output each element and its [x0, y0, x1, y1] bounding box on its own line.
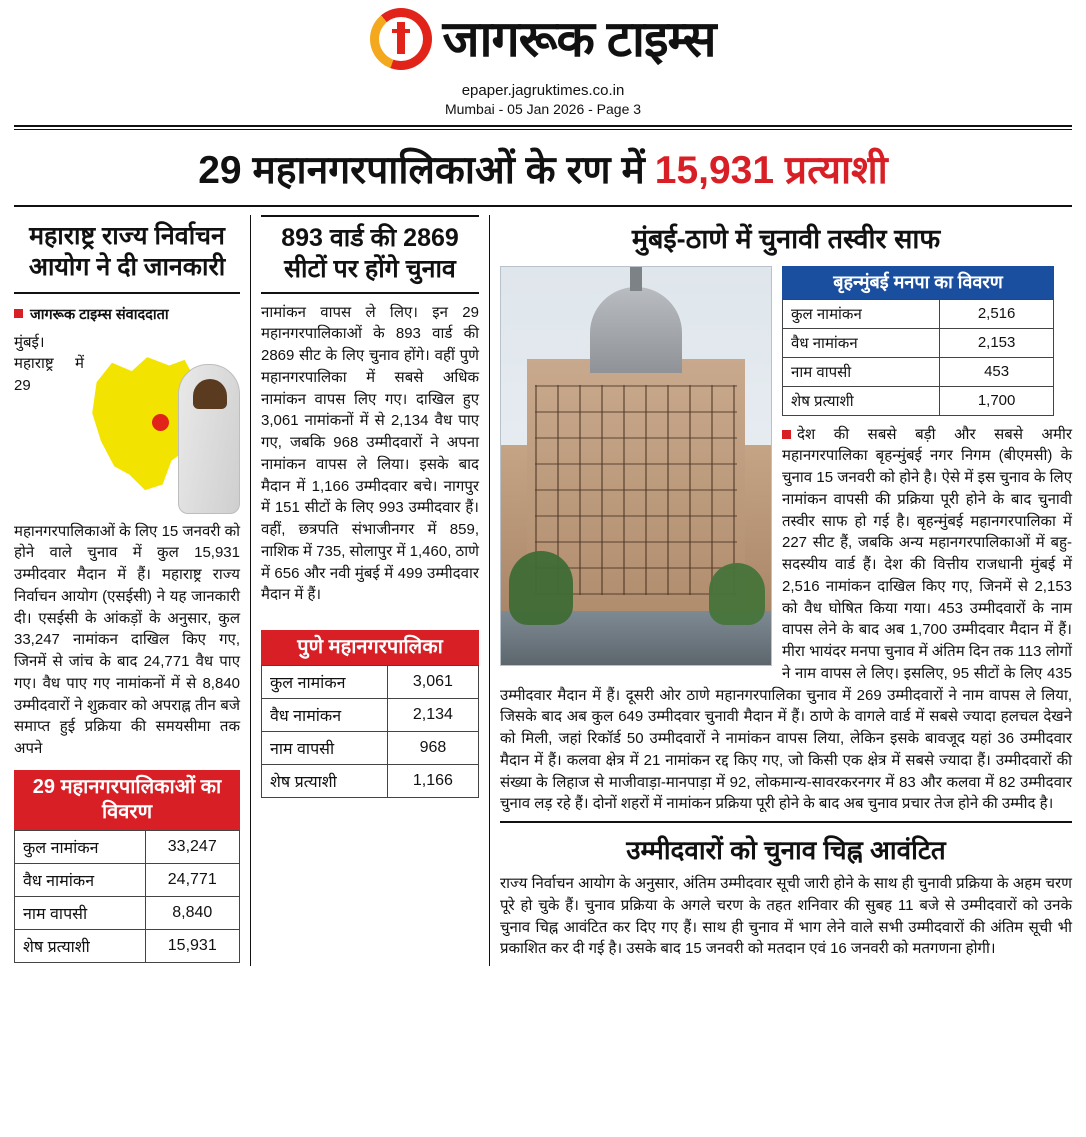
- table-pune-label-0: कुल नामांकन: [262, 666, 388, 699]
- table-29-label-0: कुल नामांकन: [15, 830, 146, 863]
- table-bmc-label-0: कुल नामांकन: [783, 299, 940, 328]
- sun-tower-logo-icon: [370, 8, 432, 70]
- table-29-value-2: 8,840: [145, 896, 240, 929]
- table-29-label-3: शेष प्रत्याशी: [15, 929, 146, 962]
- table-bmc-value-3: 1,700: [940, 386, 1054, 415]
- table-bmc: [782, 266, 1054, 416]
- table-bmc-value-2: 453: [940, 357, 1054, 386]
- table-row: [783, 299, 1054, 328]
- table-bmc-value-1: 2,153: [940, 328, 1054, 357]
- col-b-paragraph: नामांकन वापस ले लिए। इन 29 महानगरपालिकाओं के 893 वार्ड की 2869 सीट के लिए चुनाव होंगे। वहीं पुणे महानगरपालिका में सबसे अधिक नामांकन वापस लिए गए। दाखिल हुए 3,061 नामांकनों में से 2,134 वैध पाए गए, जबकि 968 उम्मीदवारों ने अपना नामांकन वापस ले लिया। इसके बाद मैदान में 1,166 उम्मीदवार बचे। नागपुर में 151 सीटों के लिए 993 उम्मीदवार हैं। वहीं, छत्रपति संभाजीनगर में 859, नाशिक में 735, सोलापुर में 1,460, ठाणे में 656 और नवी मुंबई में 499 उम्मीदवार मैदान में हैं।: [261, 303, 479, 604]
- table-bmc-title: बृहन्मुंबई मनपा का विवरण: [782, 266, 1054, 299]
- col-a-subhead: महाराष्ट्र राज्य निर्वाचन आयोग ने दी जानकारी: [28, 222, 226, 282]
- table-29-value-3: 15,931: [145, 929, 240, 962]
- table-29-value-1: 24,771: [145, 863, 240, 896]
- map-location-dot-icon: [152, 414, 169, 431]
- table-pune-label-1: वैध नामांकन: [262, 699, 388, 732]
- table-pune-value-0: 3,061: [387, 666, 478, 699]
- table-29-label-1: वैध नामांकन: [15, 863, 146, 896]
- masthead: [0, 0, 1086, 117]
- table-row: [262, 765, 479, 798]
- byline-square-icon: [14, 309, 23, 318]
- table-row: [15, 863, 240, 896]
- table-pune-title: पुणे महानगरपालिका: [261, 630, 479, 665]
- col-b-subhead: 893 वार्ड की 2869 सीटों पर होंगे चुनाव: [261, 215, 479, 294]
- right-col-subtitle: उम्मीदवारों को चुनाव चिह्न आवंटित: [500, 821, 1072, 873]
- headline-part-1: 29 महानगरपालिकाओं के रण में: [198, 149, 645, 192]
- table-bmc-label-1: वैध नामांकन: [783, 328, 940, 357]
- table-row: [262, 699, 479, 732]
- table-29-municipalities: [14, 770, 240, 963]
- table-29-label-2: नाम वापसी: [15, 896, 146, 929]
- table-bmc-label-3: शेष प्रत्याशी: [783, 386, 940, 415]
- masthead-logo-row: [0, 8, 1086, 70]
- byline: [14, 304, 240, 324]
- table-row: [262, 666, 479, 699]
- byline-text: जागरूक टाइम्स संवाददाता: [30, 306, 169, 323]
- table-bmc-label-2: नाम वापसी: [783, 357, 940, 386]
- column-left: [14, 215, 240, 966]
- col-a-divider: [14, 292, 240, 294]
- bmc-building-photo: [500, 266, 772, 666]
- right-col-title: मुंबई-ठाणे में चुनावी तस्वीर साफ: [631, 224, 941, 254]
- table-row: [783, 357, 1054, 386]
- table-row: [15, 929, 240, 962]
- table-pune-value-3: 1,166: [387, 765, 478, 798]
- table-bmc-wrapper: [782, 266, 1054, 416]
- headline-rule: [14, 205, 1072, 207]
- table-row: [783, 328, 1054, 357]
- table-bmc-value-0: 2,516: [940, 299, 1054, 328]
- col-a-paragraph: मुंबई। महाराष्ट्र में 29 महानगरपालिकाओं के लिए 15 जनवरी को होने वाले चुनाव में कुल 15,931 उम्मीदवार मैदान में हैं। महाराष्ट्र राज्य निर्वाचन आयोग (एसईसी) ने यह जानकारी दी। एसईसी के आंकड़ों के अनुसार, कुल 33,247 नामांकन दाखिल किए गए, जिनमें से जांच के बाद 24,771 वैध पाए गए। वैध पाए गए नामांकनों में से 8,840 उम्मीदवारों ने शुक्रवार को अपराह्न तीन बजे समाप्त हुई प्रक्रिया की समयसीमा तक अपने: [14, 333, 240, 757]
- paper-title: जागरूक टाइम्स: [442, 11, 716, 67]
- masthead-rule-thick: [14, 125, 1072, 127]
- table-row: [783, 386, 1054, 415]
- headline-part-2: 15,931 प्रत्याशी: [654, 149, 888, 192]
- table-29-value-0: 33,247: [145, 830, 240, 863]
- website-url[interactable]: epaper.jagruktimes.co.in: [461, 82, 625, 99]
- column-divider-1: [250, 215, 251, 966]
- paragraph-bullet-icon: [782, 430, 791, 439]
- right-col-paragraph-2: राज्य निर्वाचन आयोग के अनुसार, अंतिम उम्मीदवार सूची जारी होने के साथ ही चुनावी प्रक्रिया के अहम चरण पूरे हो चुके हैं। चुनाव प्रक्रिया के अगले चरण के तहत शनिवार की सुबह 11 बजे से उम्मीदवारों को उनके चुनाव चिह्न आवंटित कर दिए गए हैं। साथ ही चुनाव में भाग लेने वाले सभी उम्मीदवारों की अंतिम सूची भी प्रकाशित कर दी गई है। उसके बाद 15 जनवरी को मतदान एवं 16 जनवरी को मतगणना होगी।: [500, 875, 1072, 958]
- table-pune-value-1: 2,134: [387, 699, 478, 732]
- column-middle: [261, 215, 479, 966]
- right-col-para1-text: देश की सबसे बड़ी और सबसे अमीर महानगरपालिका बृहन्मुंबई नगर निगम (बीएमसी) के चुनाव 15 जनवरी को होने है। ऐसे में इस चुनाव के लिए नामांकन वापसी की प्रक्रिया पूरी होने के बाद चुनावी तस्वीर साफ हो गई है। बृहन्मुंबई महानगरपालिका में 227 सीट हैं, जबकि अन्य महानगरपालिकाओं में बहु-सदस्यीय वार्ड हैं। देश की वित्तीय राजधानी मुंबई में 2,516 नामांकन दाखिल किए गए, जिनमें से 2,153 को वैध घोषित किया गया। 453 उम्मीदवारों के नाम वापस लेने के बाद अब 1,700 उम्मीदवार मैदान में हैं। मीरा भायंदर मनपा चुनाव में अंतिम दिन तक 113 लोगों ने नाम वापस ले लिए। इसलिए, 95 सीटों के लिए 435 उम्मीदवार मैदान में हैं। दूसरी ओर ठाणे महानगरपालिका चुनाव में 269 उम्मीदवारों ने नाम वापस ले लिया, जिसके बाद अब कुल 649 उम्मीदवार चुनावी मैदान में हैं। ठाणे के वागले वार्ड में सबसे ज्यादा हलचल देखने को मिली, जहां रिकॉर्ड 50 उम्मीदवारों ने नामांकन वापस लिया, लेकिन इसके बावजूद यहां 36 उम्मीदवार मैदान में हैं। कलवा क्षेत्र में 21 नामांकन रद्द किए गए, जो किसी एक क्षेत्र में सबसे ज्यादा हैं। उम्मीदवारों की संख्या के लिहाज से माजीवाड़ा-मानपाड़ा में 92, लोकमान्य-सावरकरनगर में 83 और कलवा में 82 उम्मीदवार चुनाव लड़ रहे हैं। दोनों शहरों में नामांकन प्रक्रिया पूरी होने के बाद अब चुनाव प्रचार तेज होने की उम्मीद है।: [500, 425, 1072, 813]
- inked-finger-graphic: [178, 364, 240, 514]
- table-row: [15, 830, 240, 863]
- edition-line: Mumbai - 05 Jan 2026 - Page 3: [444, 101, 642, 117]
- article-columns: [0, 215, 1086, 966]
- table-pune-label-3: शेष प्रत्याशी: [262, 765, 388, 798]
- table-row: [262, 732, 479, 765]
- table-row: [15, 896, 240, 929]
- column-divider-2: [489, 215, 490, 966]
- table-pune-value-2: 968: [387, 732, 478, 765]
- table-29-title: 29 महानगरपालिकाओं का विवरण: [14, 770, 240, 830]
- maharashtra-map-finger-graphic: [90, 334, 240, 519]
- table-pune-label-2: नाम वापसी: [262, 732, 388, 765]
- main-headline: [0, 130, 1086, 201]
- column-right: [500, 215, 1072, 966]
- table-pune: [261, 630, 479, 798]
